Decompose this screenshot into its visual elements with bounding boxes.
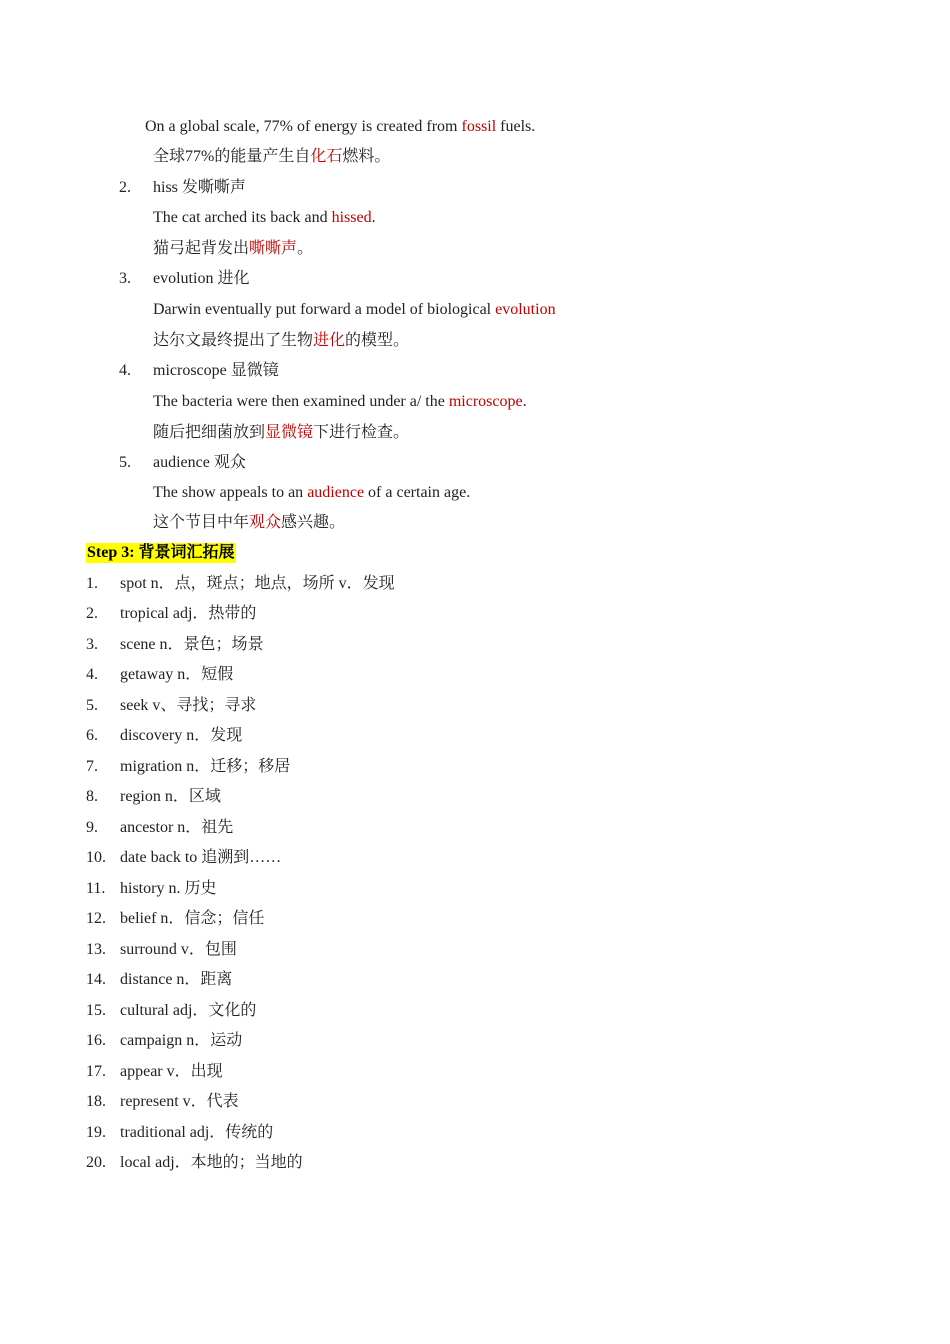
list-number: 1. [86, 575, 98, 592]
list-item: migration n．迁移；移居 [120, 758, 291, 775]
list-number: 12. [86, 910, 106, 927]
word-example-zh [153, 331, 409, 351]
list-number: 8. [86, 788, 98, 805]
word-term: evolution 进化 [153, 270, 250, 287]
list-item: belief n．信念；信任 [120, 910, 265, 927]
highlight-word: audience [307, 484, 365, 501]
example-text: 。 [297, 240, 314, 257]
list-item: local adj．本地的；当地的 [120, 1154, 303, 1171]
step3-heading: Step 3: 背景词汇拓展 [87, 544, 235, 561]
highlight-word: 显微镜 [265, 424, 314, 441]
list-item: spot n．点，斑点；地点，场所 v．发现 [120, 575, 395, 592]
word-number: 5. [119, 454, 131, 471]
example-text: On a global scale, 77% of energy is created from [145, 118, 462, 135]
list-number: 10. [86, 849, 106, 866]
word-example-zh [153, 423, 409, 443]
list-number: 9. [86, 819, 98, 836]
example-text: fuels. [496, 118, 536, 135]
example-text: 感兴趣。 [281, 514, 346, 531]
word-example-en [153, 483, 470, 503]
list-number: 16. [86, 1032, 106, 1049]
highlight-word: evolution [495, 301, 556, 318]
list-item: region n．区域 [120, 788, 221, 805]
list-number: 4. [86, 666, 98, 683]
highlight-word: 观众 [249, 514, 282, 531]
word-example-zh [153, 239, 313, 259]
list-item: distance n．距离 [120, 971, 233, 988]
word-number: 4. [119, 362, 131, 379]
word-example-en [153, 300, 556, 320]
list-item: surround v．包围 [120, 941, 237, 958]
word-term: audience 观众 [153, 454, 246, 471]
example-text: . [371, 209, 376, 226]
highlight-word: 化石 [310, 148, 343, 165]
list-number: 13. [86, 941, 106, 958]
list-item: scene n．景色；场景 [120, 636, 264, 653]
list-number: 18. [86, 1093, 106, 1110]
example-text: of a certain age. [364, 484, 471, 501]
example-text: 猫弓起背发出 [153, 240, 250, 257]
list-item: date back to 追溯到…… [120, 849, 282, 866]
list-item: getaway n．短假 [120, 666, 234, 683]
word-example-zh [153, 513, 345, 533]
intro-example-en [145, 117, 535, 137]
list-item: traditional adj．传统的 [120, 1124, 274, 1141]
highlight-word: hissed [331, 209, 372, 226]
list-number: 19. [86, 1124, 106, 1141]
example-text: 全球77%的能量产生自 [153, 148, 311, 165]
list-item: represent v．代表 [120, 1093, 239, 1110]
list-item: discovery n．发现 [120, 727, 243, 744]
list-number: 7. [86, 758, 98, 775]
list-number: 5. [86, 697, 98, 714]
word-number: 3. [119, 270, 131, 287]
list-item: seek v、寻找；寻求 [120, 697, 257, 714]
list-item: ancestor n．祖先 [120, 819, 234, 836]
list-item: history n. 历史 [120, 880, 217, 897]
list-item: campaign n．运动 [120, 1032, 243, 1049]
word-term: microscope 显微镜 [153, 362, 279, 379]
example-text: The bacteria were then examined under a/ the [153, 393, 449, 410]
list-number: 17. [86, 1063, 106, 1080]
word-number: 2. [119, 179, 131, 196]
word-term: hiss 发嘶嘶声 [153, 179, 246, 196]
example-text: 的模型。 [345, 332, 410, 349]
list-item: tropical adj．热带的 [120, 605, 257, 622]
example-text: 随后把细菌放到 [153, 424, 266, 441]
list-number: 6. [86, 727, 98, 744]
intro-example-zh [153, 147, 390, 167]
list-number: 11. [86, 880, 106, 897]
list-item: cultural adj．文化的 [120, 1002, 257, 1019]
example-text: The cat arched its back and [153, 209, 332, 226]
list-number: 20. [86, 1154, 106, 1171]
example-text: 这个节目中年 [153, 514, 250, 531]
highlight-word: 进化 [313, 332, 346, 349]
example-text: . [522, 393, 527, 410]
example-text: 燃料。 [342, 148, 391, 165]
highlight-word: 嘶嘶声 [249, 240, 298, 257]
list-item: appear v．出现 [120, 1063, 223, 1080]
word-example-en [153, 208, 376, 228]
list-number: 15. [86, 1002, 106, 1019]
example-text: 下进行检查。 [313, 424, 410, 441]
example-text: The show appeals to an [153, 484, 308, 501]
list-number: 2. [86, 605, 98, 622]
list-number: 14. [86, 971, 106, 988]
highlight-word: fossil [461, 118, 497, 135]
example-text: Darwin eventually put forward a model of biological [153, 301, 496, 318]
word-example-en [153, 392, 527, 412]
list-number: 3. [86, 636, 98, 653]
highlight-word: microscope [448, 393, 523, 410]
example-text: 达尔文最终提出了生物 [153, 332, 314, 349]
